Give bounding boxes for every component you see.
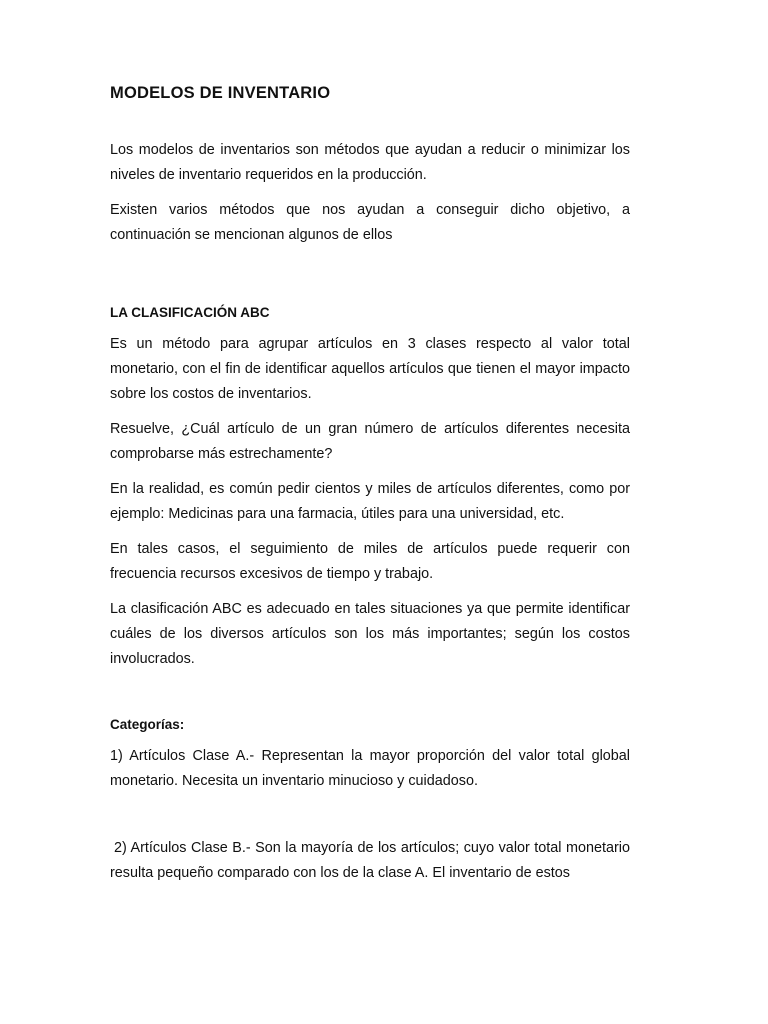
abc-paragraph-1: Es un método para agrupar artículos en 3 clases respecto al valor total monetario, con el fin de identificar aquellos artículos que tienen el mayor impacto sobre los costos de inventarios. [110, 336, 630, 402]
intro-paragraph-1: Los modelos de inventarios son métodos que ayudan a reducir o minimizar los niveles de inventario requeridos en la producción. [110, 142, 630, 183]
document-body [110, 84, 630, 886]
category-item-b: 2) Artículos Clase B.- Son la mayoría de los artículos; cuyo valor total monetario resulta pequeño comparado con los de la clase A. El inventario de estos [110, 840, 630, 881]
abc-paragraph-2: Resuelve, ¿Cuál artículo de un gran número de artículos diferentes necesita comprobarse más estrechamente? [110, 421, 630, 462]
abc-paragraph-5: La clasificación ABC es adecuado en tales situaciones ya que permite identificar cuáles de los diversos artículos son los más importantes; según los costos involucrados. [110, 601, 630, 667]
category-item-a: 1) Artículos Clase A.- Representan la mayor proporción del valor total global monetario. Necesita un inventario minucioso y cuidadoso. [110, 748, 630, 789]
abc-paragraph-3: En la realidad, es común pedir cientos y miles de artículos diferentes, como por ejemplo: Medicinas para una farmacia, útiles para una universidad, etc. [110, 481, 630, 522]
categories-heading: Categorías: [110, 717, 185, 732]
abc-paragraph-4: En tales casos, el seguimiento de miles de artículos puede requerir con frecuencia recursos excesivos de tiempo y trabajo. [110, 541, 630, 582]
intro-paragraph-2: Existen varios métodos que nos ayudan a conseguir dicho objetivo, a continuación se mencionan algunos de ellos [110, 202, 630, 243]
page-title: MODELOS DE INVENTARIO [110, 84, 331, 102]
abc-section-heading: LA CLASIFICACIÓN ABC [110, 305, 270, 320]
